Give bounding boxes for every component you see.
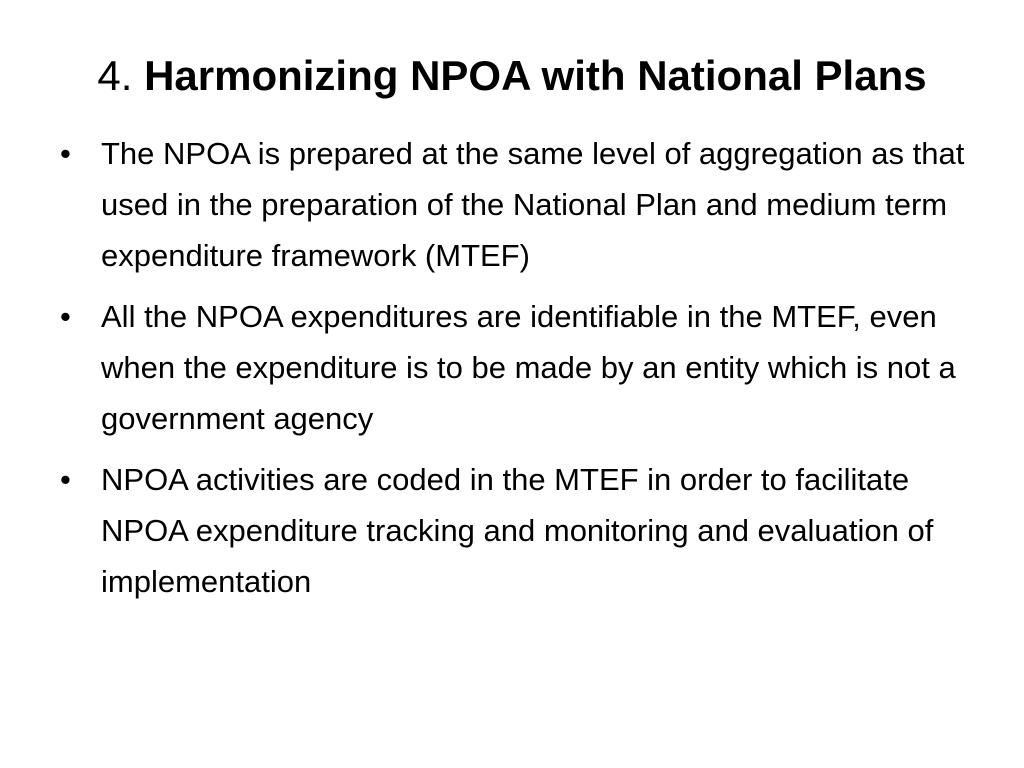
bullet-dot-icon: • <box>60 462 71 497</box>
slide-title <box>0 48 1024 104</box>
bullet-dot-icon: • <box>60 299 71 334</box>
bullet-item <box>60 128 980 281</box>
bullet-dot-icon: • <box>60 136 71 171</box>
title-text: Harmonizing NPOA with National Plans <box>144 52 927 99</box>
title-number: 4. <box>97 52 133 99</box>
bullet-text: All the NPOA expenditures are identifiable in the MTEF, even when the expenditure is to be made by an entity which is not a government agency <box>101 299 956 436</box>
bullet-list <box>60 128 980 617</box>
bullet-text: NPOA activities are coded in the MTEF in order to facilitate NPOA expenditure tracking and monitoring and evaluation of implementation <box>101 462 934 599</box>
bullet-item <box>60 291 980 444</box>
bullet-item <box>60 454 980 607</box>
bullet-text: The NPOA is prepared at the same level of aggregation as that used in the preparation of the National Plan and medium term expenditure framework (MTEF) <box>101 136 965 273</box>
